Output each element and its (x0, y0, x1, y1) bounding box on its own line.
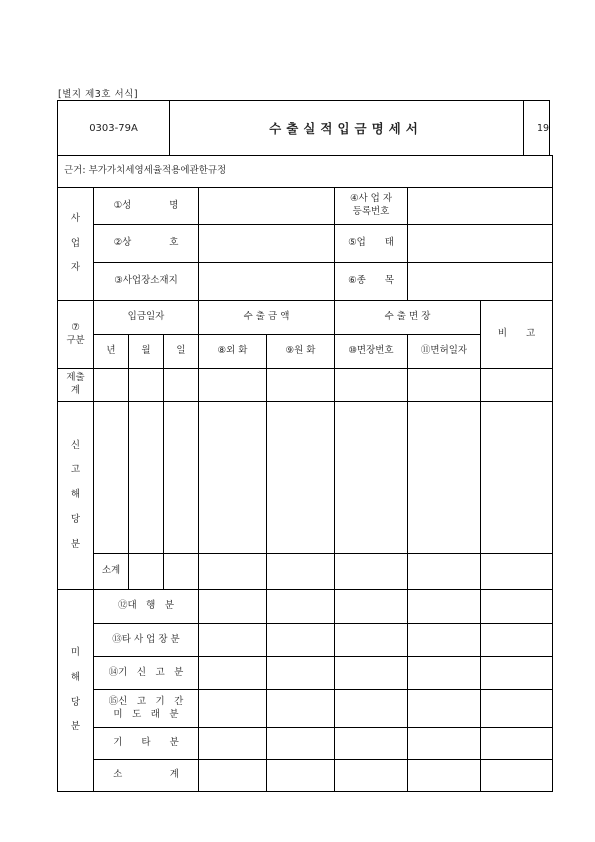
cell-remarks[interactable] (481, 690, 553, 728)
cell-remarks[interactable] (481, 728, 553, 760)
period-due-row-label: ⑮신 고 기 간 미 도 래 분 (94, 690, 199, 728)
division-header: ⑦ 구분 (58, 301, 94, 369)
cell-license-date[interactable] (408, 590, 481, 624)
cell-license-no[interactable] (335, 760, 408, 792)
pre-report-row-label: ⑭기 신 고 분 (94, 657, 199, 690)
trade-name-field[interactable] (199, 225, 335, 263)
address-label: ③사업장소재지 (94, 263, 199, 301)
day-header: 일 (164, 335, 199, 369)
foreign-currency-header: ⑧외 화 (199, 335, 267, 369)
cell-year[interactable] (94, 402, 129, 554)
license-date-header: ⑪면허일자 (408, 335, 481, 369)
cell-remarks[interactable] (481, 590, 553, 624)
cell-license-date[interactable] (408, 728, 481, 760)
cell-day[interactable] (164, 369, 199, 402)
year-header: 년 (94, 335, 129, 369)
cell-won[interactable] (267, 728, 335, 760)
cell-remarks[interactable] (481, 760, 553, 792)
cell-remarks[interactable] (481, 554, 553, 590)
proxy-row-label: ⑫대 행 분 (94, 590, 199, 624)
legal-basis: 근거: 부가가치세영세율적용에관한규정 (58, 156, 553, 188)
cell-remarks[interactable] (481, 369, 553, 402)
reg-no-label: ④사 업 자 등록번호 (335, 188, 408, 225)
category-field[interactable] (408, 263, 553, 301)
cell-foreign[interactable] (199, 657, 267, 690)
cell-license-no[interactable] (335, 402, 408, 554)
business-group-label: 사 업 자 (58, 188, 94, 301)
cell-license-no[interactable] (335, 728, 408, 760)
export-deposit-form-table (57, 155, 553, 792)
cell-license-no[interactable] (335, 369, 408, 402)
cell-month[interactable] (129, 554, 164, 590)
cell-month[interactable] (129, 369, 164, 402)
cell-won[interactable] (267, 657, 335, 690)
cell-day[interactable] (164, 554, 199, 590)
export-amount-header: 수 출 금 액 (199, 301, 335, 335)
cell-license-date[interactable] (408, 402, 481, 554)
cell-license-no[interactable] (335, 590, 408, 624)
cell-won[interactable] (267, 590, 335, 624)
subtotal-label: 소계 (94, 554, 129, 590)
cell-day[interactable] (164, 402, 199, 554)
cell-month[interactable] (129, 402, 164, 554)
total-row-label: 소 계 (94, 760, 199, 792)
reg-no-field[interactable] (408, 188, 553, 225)
cell-won[interactable] (267, 690, 335, 728)
category-label: ⑥종 목 (335, 263, 408, 301)
document-number: 19 (537, 122, 550, 134)
license-number-header: ⑩면장번호 (335, 335, 408, 369)
export-license-header: 수 출 면 장 (335, 301, 481, 335)
cell-remarks[interactable] (481, 402, 553, 554)
cell-foreign[interactable] (199, 590, 267, 624)
other-row-label: 기 타 분 (94, 728, 199, 760)
cell-won[interactable] (267, 624, 335, 657)
cell-license-date[interactable] (408, 554, 481, 590)
cell-foreign[interactable] (199, 369, 267, 402)
cell-foreign[interactable] (199, 554, 267, 590)
month-header: 월 (129, 335, 164, 369)
name-field[interactable] (199, 188, 335, 225)
cell-license-date[interactable] (408, 369, 481, 402)
cell-license-no[interactable] (335, 554, 408, 590)
form-code: 0303-79A (58, 101, 170, 155)
cell-won[interactable] (267, 760, 335, 792)
business-type-label: ⑤업 태 (335, 225, 408, 263)
name-label: ①성 명 (94, 188, 199, 225)
form-number-label: [별지 제3호 서식] (58, 89, 139, 100)
cell-license-date[interactable] (408, 760, 481, 792)
cell-license-date[interactable] (408, 657, 481, 690)
business-type-field[interactable] (408, 225, 553, 263)
remarks-header: 비 고 (481, 301, 553, 369)
cell-won[interactable] (267, 554, 335, 590)
cell-license-no[interactable] (335, 624, 408, 657)
cell-remarks[interactable] (481, 657, 553, 690)
cell-license-no[interactable] (335, 657, 408, 690)
cell-foreign[interactable] (199, 728, 267, 760)
deposit-date-header: 입금일자 (94, 301, 199, 335)
unreported-group-label: 미 해 당 분 (58, 590, 94, 792)
reported-group-label: 신 고 해 당 분 (58, 402, 94, 590)
cell-license-no[interactable] (335, 690, 408, 728)
cell-won[interactable] (267, 369, 335, 402)
address-field[interactable] (199, 263, 335, 301)
cell-license-date[interactable] (408, 690, 481, 728)
cell-remarks[interactable] (481, 624, 553, 657)
cell-foreign[interactable] (199, 624, 267, 657)
other-site-row-label: ⑬타 사 업 장 분 (94, 624, 199, 657)
cell-foreign[interactable] (199, 402, 267, 554)
won-currency-header: ⑨원 화 (267, 335, 335, 369)
submit-total-label: 제출 계 (58, 369, 94, 402)
cell-year[interactable] (94, 369, 129, 402)
trade-name-label: ②상 호 (94, 225, 199, 263)
title-header (57, 100, 550, 156)
cell-foreign[interactable] (199, 690, 267, 728)
cell-license-date[interactable] (408, 624, 481, 657)
cell-won[interactable] (267, 402, 335, 554)
cell-foreign[interactable] (199, 760, 267, 792)
document-title: 수출실적입금명세서 (169, 101, 524, 155)
